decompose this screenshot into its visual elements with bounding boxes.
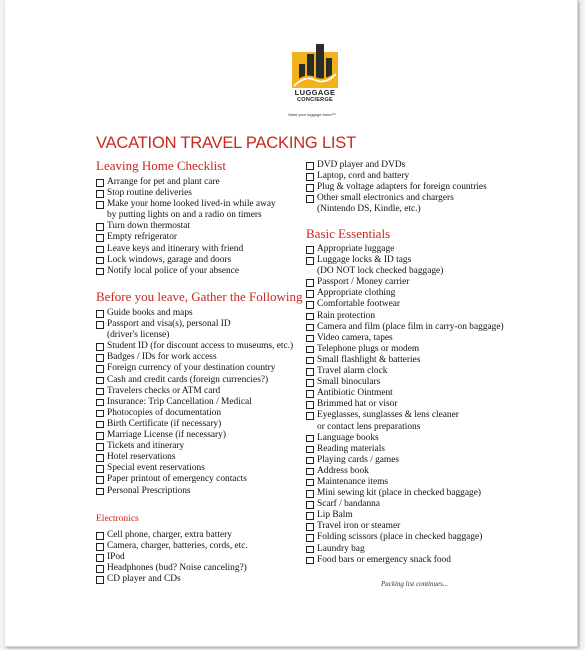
logo-brand-line1: LUGGAGE — [294, 88, 336, 97]
checkbox-icon[interactable] — [306, 534, 314, 542]
checkbox-icon[interactable] — [96, 365, 104, 373]
packing-list-continues-note: Packing list continues... — [381, 580, 449, 588]
checklist-item — [96, 530, 248, 541]
checklist-item-label: Paper printout of emergency contacts — [107, 474, 247, 485]
checklist-item-label: Small flashlight & batteries — [317, 354, 421, 365]
section-heading-electronics: Electronics — [96, 514, 139, 524]
checklist-item-label: Tickets and itinerary — [107, 441, 185, 452]
checklist-item — [306, 410, 504, 432]
before-you-leave-list — [96, 308, 293, 497]
checklist-item-label: Personal Prescriptions — [107, 485, 191, 496]
checkbox-icon[interactable] — [306, 557, 314, 565]
checklist-item — [306, 555, 504, 566]
checkbox-icon[interactable] — [96, 465, 104, 473]
checklist-item-label: Address book — [317, 465, 369, 476]
checklist-item — [306, 477, 504, 488]
checklist-item — [306, 244, 504, 255]
checklist-item-label: Brimmed hat or visor — [317, 399, 398, 410]
checkbox-icon[interactable] — [306, 512, 314, 520]
checklist-item — [306, 193, 487, 215]
checklist-item-label: Badges / IDs for work access — [107, 352, 217, 363]
checkbox-icon[interactable] — [96, 476, 104, 484]
checklist-item-label: Camera and film (place film in carry-on baggage) — [317, 321, 504, 332]
checklist-item — [96, 397, 293, 408]
checklist-item — [96, 486, 293, 497]
checkbox-icon[interactable] — [306, 357, 314, 365]
checkbox-icon[interactable] — [96, 223, 104, 231]
checklist-item — [306, 344, 504, 355]
checklist-item — [306, 171, 487, 182]
checklist-item-continuation: or contact lens preparations — [317, 421, 421, 432]
checklist-item — [96, 419, 293, 430]
checklist-item — [96, 266, 276, 277]
checklist-item-label: Playing cards / games — [317, 454, 400, 465]
checkbox-icon[interactable] — [306, 501, 314, 509]
checkbox-icon[interactable] — [96, 454, 104, 462]
checkbox-icon[interactable] — [306, 479, 314, 487]
checklist-item — [306, 160, 487, 171]
checklist-item-label: Hotel reservations — [107, 452, 176, 463]
checkbox-icon[interactable] — [96, 399, 104, 407]
checklist-item-label: Maintenance items — [317, 476, 389, 487]
checklist-item-label: Leave keys and itinerary with friend — [107, 243, 244, 254]
checklist-item-label: Laundry bag — [317, 543, 365, 554]
checklist-item-label: Empty refrigerator — [107, 232, 178, 243]
checkbox-icon[interactable] — [306, 324, 314, 332]
checklist-item — [306, 311, 504, 322]
checkbox-icon[interactable] — [96, 377, 104, 385]
checklist-item-label: Appropriate clothing — [317, 288, 396, 299]
checklist-item-label: Food bars or emergency snack food — [317, 554, 451, 565]
checklist-item — [306, 322, 504, 333]
checklist-item — [96, 188, 276, 199]
checklist-item-label: Guide books and maps — [107, 308, 193, 318]
checkbox-icon[interactable] — [96, 421, 104, 429]
checkbox-icon[interactable] — [306, 523, 314, 531]
checklist-item — [306, 299, 504, 310]
checklist-item — [96, 552, 248, 563]
checklist-item — [306, 510, 504, 521]
checkbox-icon[interactable] — [306, 546, 314, 554]
checklist-item-label: Plug & voltage adapters for foreign countries — [317, 182, 487, 193]
electronics-continued-list — [306, 160, 487, 215]
checklist-item — [306, 182, 487, 193]
document-page — [5, 0, 578, 647]
checklist-item-continuation: (Nintendo DS, Kindle, etc.) — [317, 204, 421, 215]
checklist-item — [306, 333, 504, 344]
checklist-item-label: Comfortable footwear — [317, 299, 401, 310]
checklist-item-label: Photocopies of documentation — [107, 407, 222, 418]
checkbox-icon[interactable] — [96, 576, 104, 584]
checkbox-icon[interactable] — [306, 435, 314, 443]
checkbox-icon[interactable] — [306, 335, 314, 343]
checklist-item-label: Passport / Money carrier — [317, 277, 410, 288]
checklist-item — [306, 466, 504, 477]
checklist-item-label: Reading materials — [317, 443, 385, 454]
checklist-item — [96, 375, 293, 386]
checklist-item — [306, 455, 504, 466]
checklist-item — [306, 255, 504, 277]
checklist-item-label: Travel iron or steamer — [317, 521, 401, 532]
checklist-item — [96, 541, 248, 552]
checkbox-icon[interactable] — [96, 443, 104, 451]
checklist-item — [96, 244, 276, 255]
checkbox-icon[interactable] — [96, 543, 104, 551]
checkbox-icon[interactable] — [306, 290, 314, 298]
checklist-item — [306, 355, 504, 366]
checklist-item-label: Student ID (for discount access to museums, etc.) — [107, 341, 294, 352]
checkbox-icon[interactable] — [96, 190, 104, 198]
checklist-item-label: Telephone plugs or modem — [317, 343, 420, 354]
checklist-item — [96, 441, 293, 452]
checklist-item-label: Folding scissors (place in checked baggage) — [317, 532, 483, 543]
checkbox-icon[interactable] — [306, 457, 314, 465]
checklist-item-label: Language books — [317, 432, 379, 443]
checkbox-icon[interactable] — [96, 179, 104, 187]
checklist-item — [306, 488, 504, 499]
checklist-item-label: Cash and credit cards (foreign currencies?) — [107, 374, 269, 385]
checkbox-icon[interactable] — [96, 234, 104, 242]
section-heading-basic-essentials: Basic Essentials — [306, 226, 391, 241]
checklist-item-label: Eyeglasses, sunglasses & lens cleaner — [317, 410, 459, 421]
checklist-item-continuation: (driver's license) — [107, 330, 170, 341]
checklist-item — [96, 408, 293, 419]
checklist-item — [96, 363, 293, 374]
checklist-item — [306, 433, 504, 444]
checklist-item-label: Other small electronics and chargers — [317, 193, 454, 204]
luggage-concierge-logo — [285, 44, 345, 104]
checklist-item-label: Travel alarm clock — [317, 366, 388, 377]
checklist-item-label: Antibiotic Ointment — [317, 388, 393, 399]
checkbox-icon[interactable] — [306, 257, 314, 265]
checklist-item — [306, 288, 504, 299]
checklist-item-label: Mini sewing kit (place in checked baggage) — [317, 488, 482, 499]
checklist-item — [96, 430, 293, 441]
checkbox-icon[interactable] — [96, 257, 104, 265]
checklist-item — [96, 319, 293, 341]
checklist-item-label: Scarf / bandanna — [317, 499, 380, 510]
checklist-item — [306, 532, 504, 543]
checkbox-icon[interactable] — [306, 162, 314, 170]
checklist-item — [96, 452, 293, 463]
checklist-item-label: Lock windows, garage and doors — [107, 254, 232, 265]
checkbox-icon[interactable] — [306, 301, 314, 309]
checklist-item-label: CD player and CDs — [107, 574, 181, 585]
checklist-item — [96, 352, 293, 363]
checklist-item-label: Arrange for pet and plant care — [107, 177, 220, 187]
checklist-item — [96, 221, 276, 232]
checklist-item — [306, 521, 504, 532]
checkbox-icon[interactable] — [96, 432, 104, 440]
checklist-item — [96, 199, 276, 221]
checklist-item-label: Rain protection — [317, 310, 376, 321]
checklist-item — [306, 366, 504, 377]
basic-essentials-list — [306, 244, 504, 566]
checklist-item-label: Headphones (bud? Noise canceling?) — [107, 563, 247, 574]
checklist-item — [96, 308, 293, 319]
checklist-item — [306, 544, 504, 555]
checklist-item-label: Marriage License (if necessary) — [107, 430, 226, 441]
checkbox-icon[interactable] — [96, 201, 104, 209]
checklist-item-label: Turn down thermostat — [107, 221, 190, 232]
leaving-home-list — [96, 177, 276, 277]
checklist-item-label: Cell phone, charger, extra battery — [107, 530, 232, 540]
section-heading-leaving-home: Leaving Home Checklist — [96, 158, 226, 173]
checkbox-icon[interactable] — [306, 490, 314, 498]
checklist-item-label: IPod — [107, 552, 125, 563]
checklist-item-label: Laptop, cord and battery — [317, 171, 410, 182]
city-skyline-icon — [292, 44, 338, 88]
section-heading-before-you-leave: Before you leave, Gather the Following — [96, 289, 303, 304]
checklist-item — [306, 277, 504, 288]
checklist-item — [306, 388, 504, 399]
checklist-item-label: Notify local police of your absence — [107, 265, 239, 276]
checklist-item — [96, 474, 293, 485]
checkbox-icon[interactable] — [96, 488, 104, 496]
checkbox-icon[interactable] — [306, 412, 314, 420]
checkbox-icon[interactable] — [306, 173, 314, 181]
checklist-item-label: Foreign currency of your destination country — [107, 363, 276, 374]
checklist-item-label: Appropriate luggage — [317, 244, 395, 254]
checklist-item-continuation: by putting lights on and a radio on timers — [107, 210, 262, 221]
logo-brand-line2: CONCIERGE — [296, 97, 333, 103]
checklist-item — [306, 444, 504, 455]
checklist-item-label: Passport and visa(s), personal ID — [107, 319, 231, 330]
checklist-item — [96, 463, 293, 474]
checkbox-icon[interactable] — [306, 195, 314, 203]
checkbox-icon[interactable] — [96, 246, 104, 254]
checklist-item-label: Travelers checks or ATM card — [107, 385, 221, 396]
checklist-item — [96, 255, 276, 266]
checkbox-icon[interactable] — [306, 401, 314, 409]
checkbox-icon[interactable] — [306, 313, 314, 321]
checklist-item — [306, 499, 504, 510]
checkbox-icon[interactable] — [306, 279, 314, 287]
checklist-item-label: Video camera, tapes — [317, 332, 393, 343]
checklist-item — [96, 563, 248, 574]
checklist-item — [96, 341, 293, 352]
checklist-item — [306, 399, 504, 410]
checkbox-icon[interactable] — [306, 390, 314, 398]
checklist-item-label: Birth Certificate (if necessary) — [107, 418, 222, 429]
checkbox-icon[interactable] — [306, 379, 314, 387]
checklist-item-continuation: (DO NOT lock checked baggage) — [317, 266, 444, 277]
checklist-item-label: Lip Balm — [317, 510, 353, 521]
checkbox-icon[interactable] — [96, 321, 104, 329]
checkbox-icon[interactable] — [96, 310, 104, 318]
checklist-item-label: Stop routine deliveries — [107, 188, 192, 199]
checkbox-icon[interactable] — [96, 388, 104, 396]
checklist-item — [96, 177, 276, 188]
checklist-item — [96, 386, 293, 397]
checklist-item — [96, 574, 248, 585]
checkbox-icon[interactable] — [306, 246, 314, 254]
checkbox-icon[interactable] — [306, 446, 314, 454]
checklist-item-label: DVD player and DVDs — [317, 160, 406, 170]
checkbox-icon[interactable] — [96, 532, 104, 540]
checklist-item-label: Insurance: Trip Cancellation / Medical — [107, 396, 252, 407]
logo-tagline: Meet your luggage there™ — [288, 112, 336, 117]
checklist-item-label: Make your home looked lived-in while away — [107, 199, 276, 210]
checkbox-icon[interactable] — [96, 565, 104, 573]
page-title: VACATION TRAVEL PACKING LIST — [96, 134, 356, 152]
checkbox-icon[interactable] — [96, 410, 104, 418]
checkbox-icon[interactable] — [96, 354, 104, 362]
checklist-item-label: Camera, charger, batteries, cords, etc. — [107, 541, 248, 552]
checklist-item — [306, 377, 504, 388]
checklist-item — [96, 232, 276, 243]
checkbox-icon[interactable] — [96, 554, 104, 562]
electronics-list — [96, 530, 248, 585]
checkbox-icon[interactable] — [306, 468, 314, 476]
checkbox-icon[interactable] — [306, 346, 314, 354]
checkbox-icon[interactable] — [306, 368, 314, 376]
checklist-item-label: Luggage locks & ID tags — [317, 255, 412, 266]
checklist-item-label: Small binoculars — [317, 377, 381, 388]
checkbox-icon[interactable] — [306, 184, 314, 192]
checkbox-icon[interactable] — [96, 343, 104, 351]
checklist-item-label: Special event reservations — [107, 463, 205, 474]
checkbox-icon[interactable] — [96, 268, 104, 276]
